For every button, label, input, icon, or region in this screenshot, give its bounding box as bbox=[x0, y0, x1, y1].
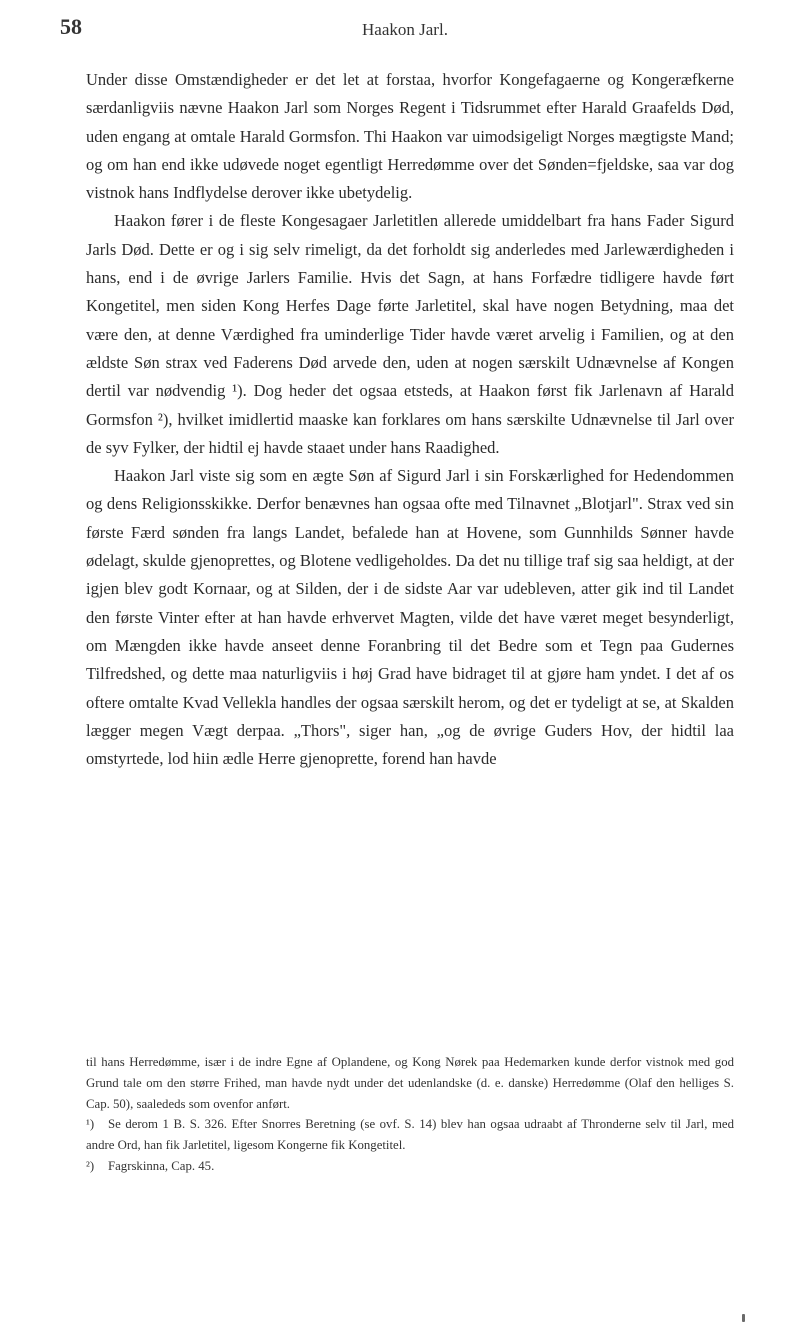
footnote-2 bbox=[86, 1156, 734, 1177]
footnote-text: Fagrskinna, Cap. 45. bbox=[108, 1158, 215, 1173]
footnotes bbox=[86, 1052, 734, 1177]
footnote-marker: ¹) bbox=[86, 1117, 95, 1132]
paragraph: Haakon fører i de fleste Kongesagaer Jarletitlen allerede umiddelbart fra hans Fader Sigurd Jarls Død. Dette er og i sig selv rimeligt, da det forholdt sig anderledes med Jarlewærdigheden i hans, end i de øvrige Jarlers Familie. Hvis det Sagn, at hans Forfædre tidligere havde ført Kongetitel, men siden Kong Herfes Dage førte Jarletitel, skal have nogen Betydning, maa det være den, at denne Værdighed fra uminderlige Tider havde været arvelig i Familien, og at den ældste Søn strax ved Faderens Død arvede den, uden at nogen særskilt Udnævnelse af Kongen dertil var nødvendig ¹). Dog heder det ogsaa etsteds, at Haakon først fik Jarlenavn af Harald Gormsfon ²), hvilket imidlertid maaske kan forklares om hans særskilte Udnævnelse til Jarl over de syv Fylker, der hidtil ej havde staaet under hans Raadighed. bbox=[86, 211, 734, 457]
print-speck bbox=[742, 1314, 745, 1322]
footnote-continuation: til hans Herredømme, især i de indre Egne af Oplandene, og Kong Nørek paa Hedemarken kunde derfor vistnok med god Grund tale om den større Frihed, man havde nydt under det udenlandske (d. e. danske) Herredømme (Olaf den helliges S. Cap. 50), saalededs som ovenfor anført. bbox=[86, 1055, 734, 1111]
page-number: 58 bbox=[60, 14, 82, 39]
footnote-text: Se derom 1 B. S. 326. Efter Snorres Beretning (se ovf. S. 14) blev han ogsaa udraabt af Thronderne selv til Jarl, med andre Ord, han fik Jarletitel, ligesom Kongerne fik Kongetitel. bbox=[86, 1117, 734, 1153]
footnote-marker: ²) bbox=[86, 1158, 95, 1173]
main-text bbox=[86, 66, 734, 773]
paragraph: Under disse Omstændigheder er det let at forstaa, hvorfor Kongefagaerne og Kongeræfkerne særdanligviis nævne Haakon Jarl som Norges Regent i Tidsrummet efter Harald Graafelds Død, uden engang at omtale Harald Gormsfon. Thi Haakon var uimodsigeligt Norges mægtigste Mand; og om han end ikke udøvede noget egentligt Herredømme over det Sønden=fjeldske, saa var dog vistnok hans Indflydelse derover ikke ubetydelig. bbox=[86, 70, 734, 203]
footnote-1 bbox=[86, 1114, 734, 1156]
page-header bbox=[60, 14, 750, 54]
paragraph: Haakon Jarl viste sig som en ægte Søn af Sigurd Jarl i sin Forskærlighed for Hedendommen og dens Religionsskikke. Derfor benævnes han ogsaa ofte med Tilnavnet „Blotjarl". Strax ved sin første Færd sønden fra langs Landet, befalede han at Hovene, som Gunnhilds Sønner havde ødelagt, skulde gjenoprettes, og Blotene vedligeholdes. Da det nu tillige traf sig saa heldigt, at der igjen blev godt Kornaar, og at Silden, der i de sidste Aar var udebleven, atter gik ind til Landet den første Vinter efter at han havde erhvervet Magten, vilde det have været meget besynderligt, om Mængden ikke havde anseet denne Foranbring til det Bedre som et Tegn paa Gudernes Tilfredshed, og dette maa naturligviis i høj Grad have bidraget til at gjøre ham yndet. I det af os oftere omtalte Kvad Vellekla handles der ogsaa særskilt herom, og det er tydeligt at se, at Skalden lægger megen Vægt derpaa. „Thors", siger han, „og de øvrige Guders Hov, der hidtil laa omstyrtede, lod hiin ædle Herre gjenoprette, forend han havde bbox=[86, 466, 734, 769]
running-title: Haakon Jarl. bbox=[362, 20, 448, 39]
